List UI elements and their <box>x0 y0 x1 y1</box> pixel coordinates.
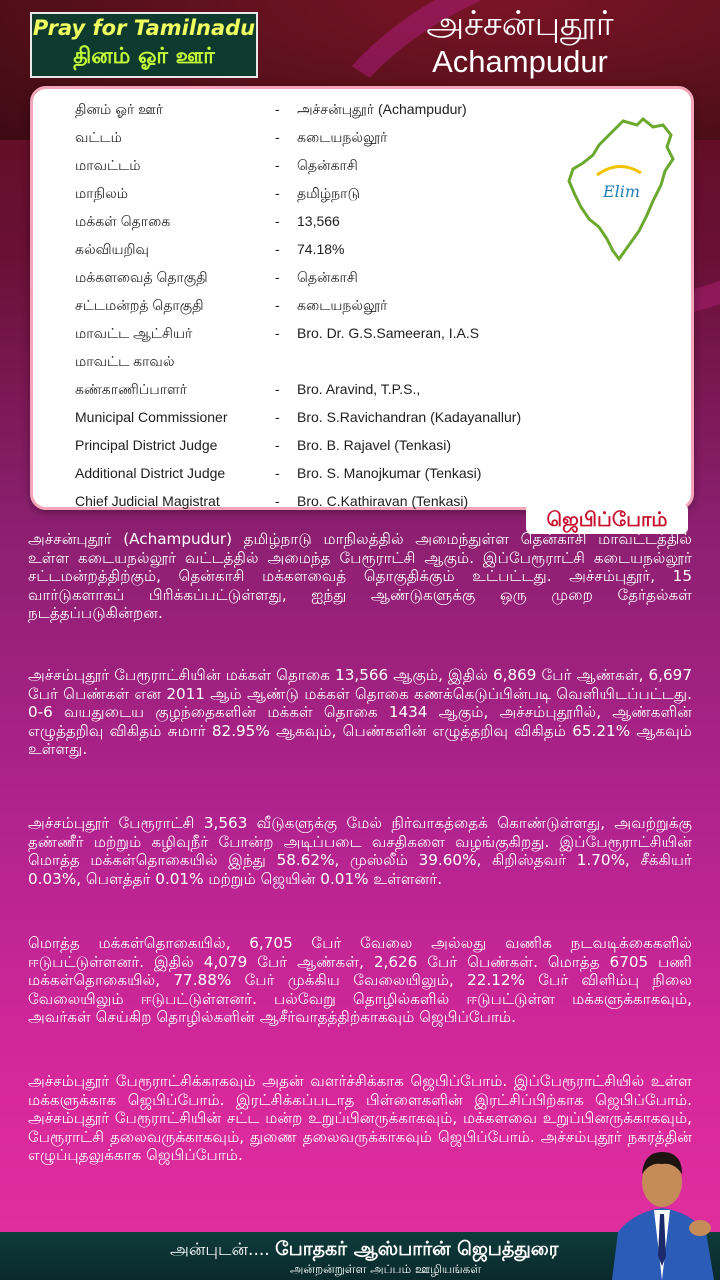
info-value: அச்சன்புதூர் (Achampudur) <box>297 101 467 117</box>
info-card <box>30 86 694 510</box>
info-label: Principal District Judge <box>75 437 218 453</box>
info-dash: - <box>275 157 280 173</box>
paragraph-workforce: மொத்த மக்கள்தொகையில், 6,705 பேர் வேலை அல்லது வணிக நடவடிக்கைகளில் ஈடுபட்டுள்ளனர். இதில் 4,079 பேர் ஆண்கள், 2,626 பேர் பெண்கள். மொத்த 6705 பணி மக்கள்தொகையில், 77.88% பேர் முக்கிய வேலையிலும், 22.12% பேர் விளிம்பு நிலை வேலையிலும் ஈடுபட்டுள்ளனர். பல்வேறு தொழில்களில் ஈடுபட்டுள்ள மக்களுக்காகவும், அவர்கள் செய்கிற தொழில்களின் ஆசீர்வாதத்திற்காகவும் ஜெபிப்போம். <box>28 934 692 1026</box>
info-dash: - <box>275 409 280 425</box>
info-label: மாவட்ட ஆட்சியர் <box>75 325 193 341</box>
paragraph-prayer: அச்சம்புதூர் பேரூராட்சிக்காகவும் அதன் வளர்ச்சிக்காக ஜெபிப்போம். இப்பேரூராட்சியில் உள்ள மக்களுக்காக ஜெபிப்போம். இரட்சிக்கப்படாத பிள்ளைகளின் இரட்சிப்பிற்காக ஜெபிப்போம். அச்சம்புதூர் பேரூராட்சியின் சட்ட மன்ற உறுப்பினருக்காகவும், மக்களவை உறுப்பினருக்காகவும், பேரூராட்சி தலைவருக்காகவும், துணை தலைவருக்காகவும் ஜெபிப்போம். அச்சம்புதூர் நகரத்தின் எழுப்புதலுக்காக ஜெபிப்போம். <box>28 1072 692 1164</box>
info-dash: - <box>275 465 280 481</box>
info-dash: - <box>275 213 280 229</box>
info-label: மக்கள் தொகை <box>75 213 171 229</box>
info-label: சட்டமன்றத் தொகுதி <box>75 297 204 313</box>
info-label: கண்காணிப்பாளர் <box>75 381 187 397</box>
info-dash: - <box>275 269 280 285</box>
info-value: தென்காசி <box>297 269 358 285</box>
jebi-badge: ஜெபிப்போம் <box>526 504 688 534</box>
info-dash: - <box>275 381 280 397</box>
footer-subtitle: அன்றன்றுள்ள அப்பம் ஊழியங்கள் <box>290 1262 482 1276</box>
info-dash: - <box>275 493 280 509</box>
info-label: Municipal Commissioner <box>75 409 228 425</box>
info-label: மக்களவைத் தொகுதி <box>75 269 208 285</box>
info-value: Bro. B. Rajavel (Tenkasi) <box>297 437 452 453</box>
footer-name: போதகர் ஆஸ்பார்ன் ஜெபத்துரை <box>275 1238 559 1260</box>
info-label: மாநிலம் <box>75 185 129 201</box>
tamilnadu-map-icon <box>563 115 679 265</box>
badge-subtitle: தினம் ஓர் ஊர் <box>73 44 215 69</box>
info-value: 13,566 <box>297 213 340 229</box>
pastor-avatar <box>604 1126 720 1280</box>
info-dash: - <box>275 297 280 313</box>
info-value: Bro. C.Kathiravan (Tenkasi) <box>297 493 469 509</box>
info-value: கடையநல்லூர் <box>297 297 388 313</box>
map-logo-text: Elim <box>603 182 641 201</box>
info-dash: - <box>275 325 280 341</box>
footer-prefix: அன்புடன்.... <box>170 1240 270 1260</box>
info-label: கல்வியறிவு <box>75 241 149 257</box>
info-value: Bro. Aravind, T.P.S., <box>297 381 421 397</box>
info-label: தினம் ஓர் ஊர் <box>75 101 164 117</box>
info-value: Bro. S.Ravichandran (Kadayanallur) <box>297 409 522 425</box>
info-value: கடையநல்லூர் <box>297 129 388 145</box>
info-label: Chief Judicial Magistrat <box>75 493 220 509</box>
info-value: 74.18% <box>297 241 345 257</box>
place-title-english: Achampudur <box>432 44 608 79</box>
info-label: Additional District Judge <box>75 465 226 481</box>
info-dash: - <box>275 437 280 453</box>
info-value: தமிழ்நாடு <box>297 185 360 201</box>
paragraph-households: அச்சம்புதூர் பேரூராட்சி 3,563 வீடுகளுக்கு மேல் நிர்வாகத்தைக் கொண்டுள்ளது, அவற்றுக்கு தண்ணீர் மற்றும் கழிவுநீர் போன்ற அடிப்படை வசதிகளை வழங்குகிறது. இப்பேரூராட்சியின் மொத்த மக்கள்தொகையில் இந்து 58.62%, முஸ்லீம் 39.60%, கிறிஸ்தவர் 1.70%, சீக்கியர் 0.03%, பௌத்தர் 0.01% மற்றும் ஜெயின் 0.01% உள்ளனர். <box>28 814 692 888</box>
info-dash: - <box>275 101 280 117</box>
info-dash: - <box>275 185 280 201</box>
info-dash: - <box>275 129 280 145</box>
pray-badge <box>30 12 258 78</box>
info-label: வட்டம் <box>75 129 122 145</box>
info-dash: - <box>275 241 280 257</box>
info-label: மாவட்ட காவல் <box>75 353 175 369</box>
info-label: மாவட்டம் <box>75 157 141 173</box>
paragraph-population: அச்சம்புதூர் பேரூராட்சியின் மக்கள் தொகை 13,566 ஆகும், இதில் 6,869 பேர் ஆண்கள், 6,697 பேர் பெண்கள் என 2011 ஆம் ஆண்டு மக்கள் தொகை கணக்கெடுப்பின்படி வெளியிடப்பட்டது. 0-6 வயதுடைய குழந்தைகளின் மக்கள் தொகை 1434 ஆகும், அச்சம்புதூரில், ஆண்களின் எழுத்தறிவு விகிதம் சுமார் 82.95% ஆகவும், பெண்களின் எழுத்தறிவு விகிதம் 65.21% ஆகவும் உள்ளது. <box>28 666 692 758</box>
badge-title: Pray for Tamilnadu <box>32 16 256 40</box>
info-value: Bro. Dr. G.S.Sameeran, I.A.S <box>297 325 480 341</box>
footer-signature <box>170 1238 559 1263</box>
info-value: தென்காசி <box>297 157 358 173</box>
info-value: Bro. S. Manojkumar (Tenkasi) <box>297 465 482 481</box>
place-title-tamil: அச்சன்புதூர் <box>426 4 614 44</box>
paragraph-intro: அச்சன்புதூர் (Achampudur) தமிழ்நாடு மாநிலத்தில் அமைந்துள்ள தென்காசி மாவட்டத்தில் உள்ள கடையநல்லூர் வட்டத்தில் அமைந்த பேரூராட்சி ஆகும். இப்பேரூராட்சி கடையநல்லூர் சட்டமன்றத்திற்கும், தென்காசி மக்களவைத் தொகுதிக்கும் உட்பட்டது. அச்சம்புதூர், 15 வார்டுகளாகப் பிரிக்கப்பட்டுள்ளது, ஐந்து ஆண்டுகளுக்கு ஒரு முறை தேர்தல்கள் நடத்தப்படுகின்றன. <box>28 530 692 622</box>
